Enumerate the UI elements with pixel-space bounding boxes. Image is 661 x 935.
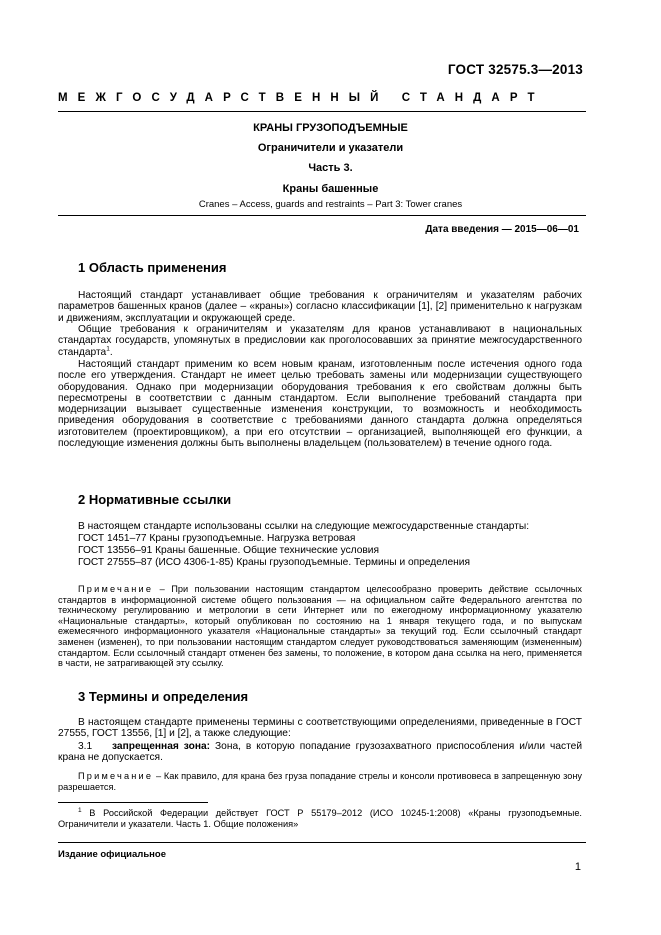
section2-intro: В настоящем стандарте использованы ссылки на следующие межгосударственные стандарты: (78, 521, 530, 532)
reference-item: ГОСТ 1451–77 Краны грузоподъемные. Нагрузка ветровая (78, 533, 356, 544)
section1-paragraph-2-end: . (109, 346, 113, 358)
footnote-marker: 1 (78, 806, 82, 814)
term-3-1 (58, 741, 582, 764)
official-edition: Издание официальное (58, 849, 166, 860)
footnote-ref: 1 (106, 345, 110, 353)
term-definition: Зона, в которую попадание грузозахватного приспособления и/или частей крана не допускается. (58, 741, 583, 764)
section2-note (58, 584, 582, 669)
section3-heading: 3 Термины и определения (78, 689, 249, 704)
title-sub2: Часть 3. (308, 162, 353, 174)
title-english: Cranes – Access, guards and restraints – Part 3: Tower cranes (198, 199, 463, 210)
doc-number: ГОСТ 32575.3—2013 (447, 62, 583, 77)
title-main: КРАНЫ ГРУЗОПОДЪЕМНЫЕ (253, 122, 408, 134)
section3-note (58, 771, 582, 792)
section2-heading: 2 Нормативные ссылки (78, 492, 232, 507)
footnote (58, 808, 582, 830)
section1-heading: 1 Область применения (78, 260, 227, 275)
page-number: 1 (574, 861, 581, 873)
note-label: Примечание (78, 584, 154, 594)
footer-rule (58, 842, 586, 843)
intro-date: Дата введения — 2015—06—01 (425, 224, 579, 235)
header-rule (58, 111, 586, 112)
section1-paragraph-3: Настоящий стандарт применим ко всем новым кранам, изготовленным после истечения одного года после его утверждения. Стандарт не имеет целью требовать замены или модернизации существующего оборудования. Однако при модернизации оборудования требования к его свойствам должны быть пересмотрены в соответствии с данным стандартом. Если выполнение требований стандарта при модернизации вызывает существенные изменения конструкции, то возможность и необходимость приведения оборудования в соответствие с требованиями данного стандарта должна определяться изготовителем (проектировщиком), а при его отсутствии – организацией, выполняющей его функции, а последующие изменения должны быть выполнены владельцем (пользователем) в течение одного года. (58, 359, 582, 450)
reference-item: ГОСТ 13556–91 Краны башенные. Общие технические условия (78, 545, 380, 556)
title-sub3: Краны башенные (282, 183, 379, 195)
note-label: Примечание (78, 771, 154, 781)
section1-paragraph-2 (58, 324, 582, 358)
section3-intro: В настоящем стандарте применены термины с соответствующими определениями, приведенные в ГОСТ 27555, ГОСТ 13556, [1] и [2], а также следующие: (58, 717, 582, 740)
term-name: запрещенная зона: (112, 741, 211, 752)
section1-paragraph-2-text: Общие требования к ограничителям и указателям для кранов устанавливают в национальных стандартах государств, упомянутых в предисловии как проголосовавших за принятие межгосударственного стандарта (58, 324, 582, 358)
note-text: – При пользовании настоящим стандартом целесообразно проверить действие ссылочных стандартов в информационной системе общего пользования — на официальном сайте Федерального агентства по техническому регулированию и метрологии в сети Интернет или по ежегодному информационному указателю «Национальные стандарты», который опубликован по состоянию на 1 января текущего года, и по выпускам ежемесячного информационного указателя «Национальные стандарты» за текущий год. Если ссылочный стандарт заменен (изменен), то при пользовании настоящим стандартом следует руководствоваться заменяющим (измененным) стандартом. Если ссылочный стандарт отменен без замены, то положение, в котором дана ссылка на него, применяется в части, не затрагивающей эту ссылку. (58, 584, 582, 669)
title-sub1: Ограничители и указатели (257, 142, 404, 154)
title-rule (58, 215, 586, 216)
standard-kind: МЕЖГОСУДАРСТВЕННЫЙ СТАНДАРТ (58, 92, 545, 104)
footnote-rule (58, 802, 208, 803)
footnote-text: В Российской Федерации действует ГОСТ Р 55179–2012 (ИСО 10245-1:2008) «Краны грузоподъемные. Ограничители и указатели. Часть 1. Общие положения» (58, 808, 582, 829)
term-number: 3.1 (78, 741, 93, 752)
section1-paragraph-1: Настоящий стандарт устанавливает общие требования к ограничителям и указателям рабочих параметров башенных кранов (далее – «краны») согласно классификации [1], [2] применительно к нагрузкам и движениям, эксплуатации и окружающей среде. (58, 290, 582, 324)
note-text: – Как правило, для крана без груза попадание стрелы и консоли противовеса в запрещенную зону разрешается. (58, 771, 582, 792)
reference-item: ГОСТ 27555–87 (ИСО 4306-1-85) Краны грузоподъемные. Термины и определения (78, 557, 470, 568)
